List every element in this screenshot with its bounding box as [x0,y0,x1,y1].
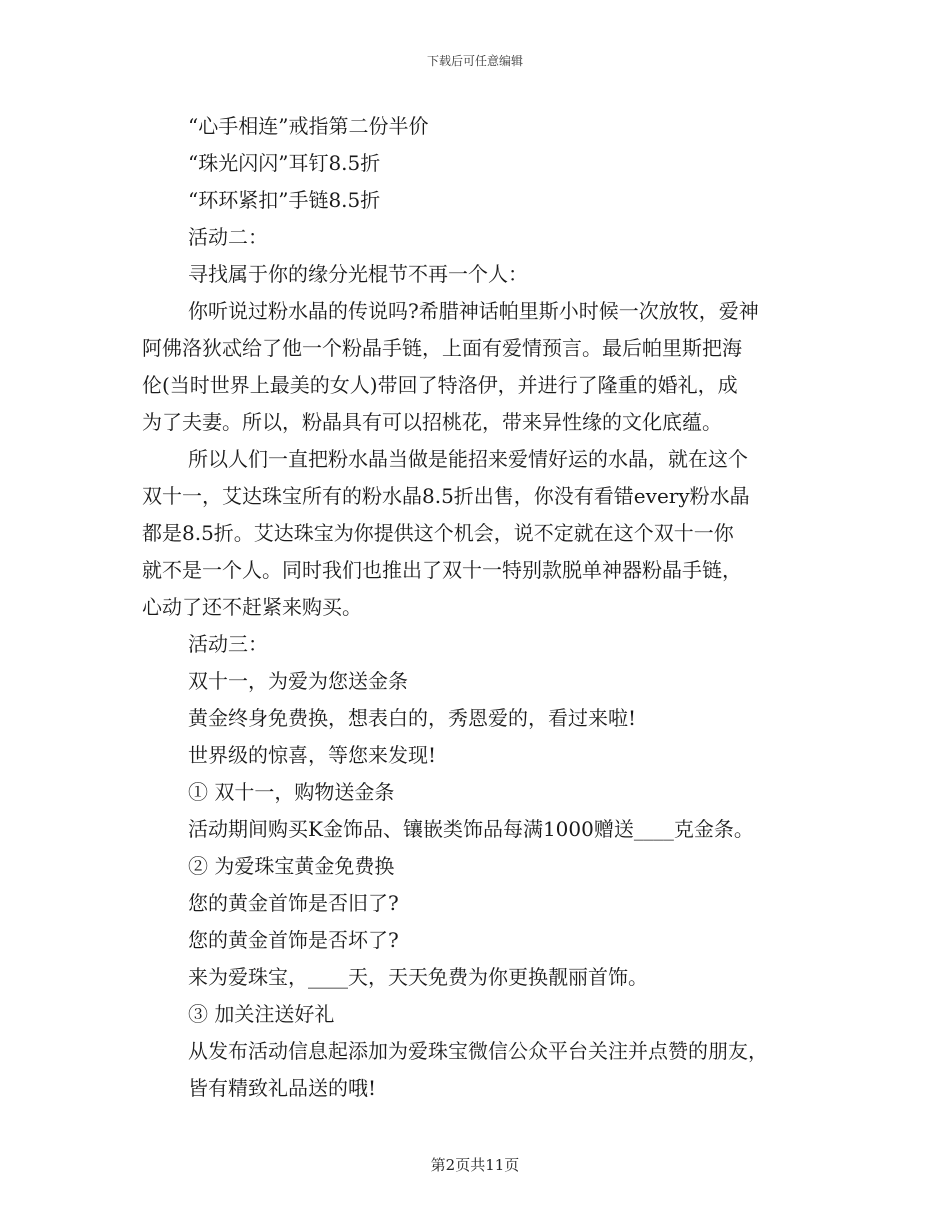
line-text: 伦(当时世界上最美的女人)带回了特洛伊，并进行了隆重的婚礼，成 [142,373,738,397]
text-line [142,996,817,1033]
document-body [142,108,817,1107]
text-line [142,552,817,589]
text-line [142,404,817,441]
line-text: 活动期间购买K金饰品、镶嵌类饰品每满1000赠送____克金条。 [188,817,754,841]
page-footer: 第2页共11页 [430,1156,520,1174]
text-line [142,293,817,330]
line-text: 世界级的惊喜，等您来发现! [188,743,437,767]
line-text: 阿佛洛狄忒给了他一个粉晶手链，上面有爱情预言。最后帕里斯把海 [142,336,742,360]
line-text: 活动三： [188,632,268,656]
line-text: 都是8.5折。艾达珠宝为你提供这个机会，说不定就在这个双十一你 [142,521,734,545]
text-line [142,478,817,515]
line-text: “珠光闪闪”耳钉8.5折 [188,151,381,175]
line-text: 活动二： [188,225,268,249]
line-text: 皆有精致礼品送的哦! [188,1076,377,1100]
line-text: “心手相连”戒指第二份半价 [188,114,429,138]
text-line [142,145,817,182]
line-text: 你听说过粉水晶的传说吗?希腊神话帕里斯小时候一次放牧，爱神 [188,299,759,323]
text-line [142,330,817,367]
text-line [142,811,817,848]
text-line [142,700,817,737]
text-line [142,256,817,293]
text-line [142,367,817,404]
line-text: 双十一，为爱为您送金条 [188,669,408,693]
line-text: 双十一，艾达珠宝所有的粉水晶8.5折出售，你没有看错every粉水晶 [142,484,750,508]
line-text: 来为爱珠宝，____天，天天免费为你更换靓丽首饰。 [188,965,648,989]
text-line [142,589,817,626]
text-line [142,219,817,256]
line-text: 所以人们一直把粉水晶当做是能招来爱情好运的水晶，就在这个 [188,447,748,471]
line-text: ① 双十一，购物送金条 [188,780,395,804]
line-text: 从发布活动信息起添加为爱珠宝微信公众平台关注并点赞的朋友， [188,1039,768,1063]
line-text: 为了夫妻。所以，粉晶具有可以招桃花，带来异性缘的文化底蕴。 [142,410,722,434]
text-line [142,1070,817,1107]
page-header: 下载后可任意编辑 [426,54,523,68]
line-text: 就不是一个人。同时我们也推出了双十一特别款脱单神器粉晶手链， [142,558,742,582]
line-text: “环环紧扣”手链8.5折 [188,188,381,212]
text-line [142,959,817,996]
text-line [142,922,817,959]
text-line [142,774,817,811]
line-text: 寻找属于你的缘分光棍节不再一个人： [188,262,528,286]
line-text: ③ 加关注送好礼 [188,1002,335,1026]
line-text: 黄金终身免费换，想表白的，秀恩爱的，看过来啦! [188,706,637,730]
text-line [142,848,817,885]
text-line [142,1033,817,1070]
text-line [142,737,817,774]
line-text: ② 为爱珠宝黄金免费换 [188,854,395,878]
line-text: 您的黄金首饰是否坏了? [188,928,399,952]
text-line [142,663,817,700]
text-line [142,626,817,663]
text-line [142,885,817,922]
text-line [142,182,817,219]
line-text: 您的黄金首饰是否旧了? [188,891,399,915]
text-line [142,108,817,145]
text-line [142,441,817,478]
text-line [142,515,817,552]
line-text: 心动了还不赶紧来购买。 [142,595,362,619]
